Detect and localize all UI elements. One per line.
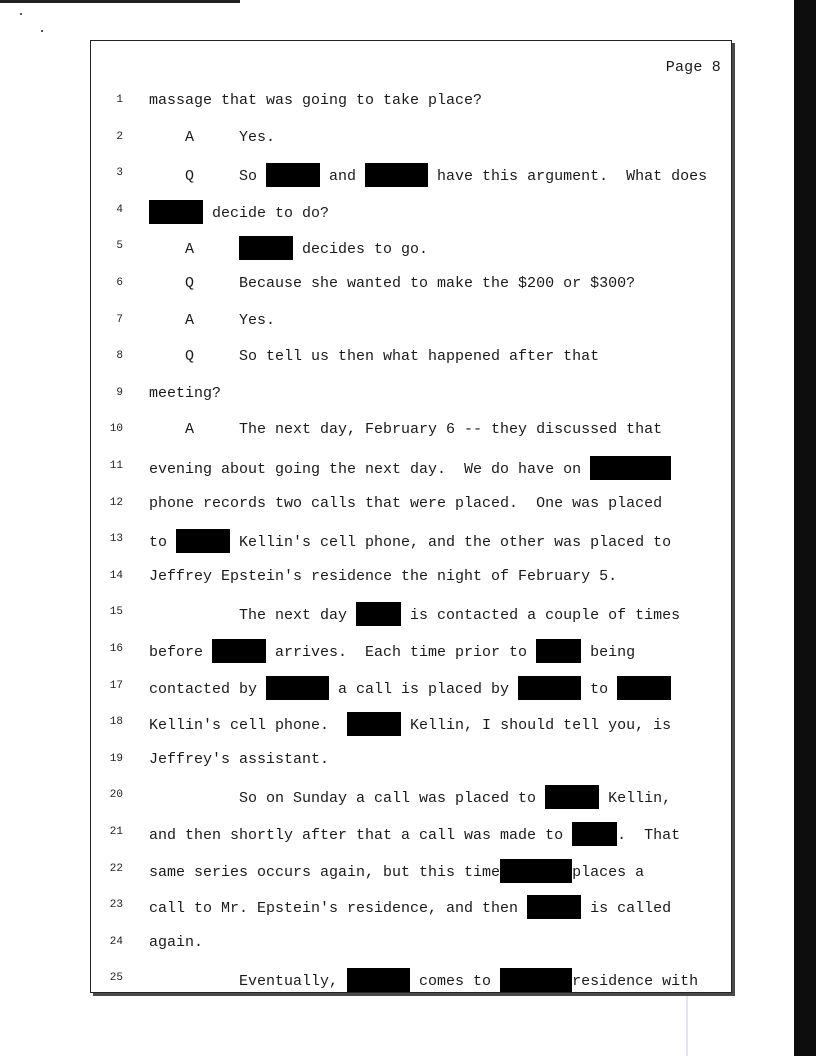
transcript-line — [91, 494, 731, 514]
text-segment: A The next day, February 6 -- they discussed that — [149, 421, 663, 439]
line-text — [149, 384, 221, 404]
line-text — [149, 457, 671, 481]
line-number: 25 — [109, 972, 123, 985]
line-text — [149, 494, 662, 514]
text-segment: call to Mr. Epstein's residence, and then — [149, 900, 528, 918]
transcript-line — [91, 347, 731, 367]
text-segment: So on Sunday a call was placed to — [149, 790, 546, 808]
line-number: 1 — [116, 94, 123, 106]
redaction-box — [356, 602, 401, 626]
text-segment: comes to — [410, 973, 501, 991]
text-segment: Eventually, — [149, 973, 348, 991]
text-segment: Kellin, I should tell you, is — [401, 717, 672, 735]
text-segment: and then shortly after that a call was made to — [149, 826, 573, 844]
line-text — [149, 603, 680, 627]
redaction-box — [266, 163, 320, 187]
text-segment: arrives. Each time prior to — [266, 643, 537, 661]
text-segment: Jeffrey's assistant. — [149, 750, 330, 768]
transcript-line — [91, 384, 731, 404]
text-segment: meeting? — [149, 384, 222, 402]
transcript-page — [90, 40, 732, 993]
line-text — [149, 237, 428, 261]
transcript-line — [91, 640, 731, 660]
line-text — [149, 201, 329, 225]
line-number: 13 — [109, 533, 123, 546]
line-number: 10 — [109, 423, 123, 436]
transcript-line — [91, 164, 731, 184]
line-number: 23 — [109, 899, 123, 912]
redaction-box — [518, 676, 581, 700]
page-number: Page 8 — [665, 59, 721, 76]
line-number: 11 — [109, 460, 123, 472]
transcript-line — [91, 750, 731, 770]
transcript-line — [91, 457, 731, 477]
transcript-line — [91, 567, 731, 587]
line-number: 6 — [116, 277, 123, 289]
transcript-line — [91, 713, 731, 733]
line-number: 14 — [109, 569, 123, 582]
redaction-box — [500, 968, 572, 992]
line-number: 5 — [116, 240, 123, 253]
text-segment: A — [149, 241, 240, 259]
transcript-line — [91, 969, 731, 989]
redaction-box — [176, 529, 230, 553]
line-text — [149, 640, 635, 664]
line-number: 22 — [109, 862, 123, 875]
text-segment: to — [149, 534, 177, 552]
text-segment: A Yes. — [149, 311, 276, 329]
line-number: 2 — [116, 130, 123, 143]
redaction-box — [149, 200, 203, 224]
text-segment: a call is placed by — [329, 680, 519, 698]
text-segment: Q So tell us then what happened after that — [149, 348, 600, 366]
line-number: 16 — [109, 643, 123, 655]
text-segment: phone records two calls that were placed. One was placed — [149, 494, 663, 512]
line-text — [149, 786, 671, 810]
text-segment: decide to do? — [203, 204, 330, 222]
text-segment: Q So — [149, 168, 267, 186]
line-text — [149, 347, 599, 367]
transcript-line — [91, 530, 731, 550]
transcript-line — [91, 201, 731, 221]
line-text — [149, 969, 698, 993]
redaction-box — [545, 785, 599, 809]
line-number: 7 — [116, 313, 123, 326]
transcript-line — [91, 677, 731, 697]
line-text — [149, 750, 329, 770]
line-text — [149, 896, 671, 920]
line-number: 4 — [116, 203, 123, 216]
line-text — [149, 164, 707, 188]
transcript-line — [91, 896, 731, 916]
line-number: 12 — [109, 496, 123, 509]
transcript-line — [91, 91, 731, 111]
text-segment: Kellin, — [599, 790, 672, 808]
redaction-box — [347, 712, 401, 736]
line-number: 20 — [109, 789, 123, 802]
redaction-box — [536, 639, 581, 663]
redaction-box — [347, 968, 410, 992]
text-segment: Q Because she wanted to make the $200 or $300? — [149, 275, 636, 292]
line-text — [149, 91, 482, 111]
text-segment: residence with — [572, 973, 699, 991]
text-segment: The next day — [149, 607, 357, 625]
text-segment: massage that was going to take place? — [149, 92, 483, 109]
text-segment: A Yes. — [149, 128, 276, 146]
transcript-line — [91, 786, 731, 806]
line-text — [149, 420, 662, 440]
redaction-box — [266, 676, 329, 700]
redaction-box — [500, 859, 572, 883]
transcript-line — [91, 274, 731, 294]
line-number: 21 — [109, 826, 123, 838]
line-text — [149, 713, 671, 737]
scan-speck — [41, 30, 43, 32]
redaction-box — [590, 456, 671, 480]
redaction-box — [617, 676, 671, 700]
line-number: 17 — [109, 679, 123, 692]
line-number: 8 — [116, 350, 123, 363]
line-number: 18 — [109, 716, 123, 729]
transcript-line — [91, 311, 731, 331]
line-text — [149, 860, 644, 884]
redaction-box — [239, 236, 293, 260]
redaction-box — [365, 163, 428, 187]
line-text — [149, 311, 275, 331]
text-segment: evening about going the next day. We do have on — [149, 460, 591, 478]
text-segment: places a — [572, 863, 645, 881]
scan-artifact-line — [0, 0, 240, 3]
transcript-line — [91, 933, 731, 953]
line-number: 24 — [109, 935, 123, 948]
redaction-box — [212, 639, 266, 663]
line-text — [149, 567, 617, 587]
scan-dark-edge — [794, 0, 816, 1056]
text-segment: again. — [149, 933, 204, 951]
text-segment: to — [581, 680, 618, 698]
line-number: 3 — [116, 167, 123, 180]
transcript-line — [91, 128, 731, 148]
line-number: 15 — [109, 606, 123, 619]
text-segment: decides to go. — [293, 241, 429, 259]
transcript-line — [91, 860, 731, 880]
text-segment: Kellin's cell phone. — [149, 717, 348, 735]
transcript-line — [91, 420, 731, 440]
line-text — [149, 128, 275, 148]
text-segment: is contacted a couple of times — [401, 607, 681, 625]
transcript-line — [91, 823, 731, 843]
redaction-box — [572, 822, 617, 846]
scan-speck — [20, 13, 22, 15]
text-segment: is called — [581, 900, 672, 918]
transcript-line — [91, 603, 731, 623]
text-segment: and — [320, 168, 366, 186]
text-segment: being — [581, 643, 636, 661]
line-text — [149, 530, 671, 554]
text-segment: Jeffrey Epstein's residence the night of February 5. — [149, 567, 618, 585]
text-segment: . That — [617, 826, 681, 844]
text-segment: same series occurs again, but this time — [149, 863, 501, 881]
text-segment: Kellin's cell phone, and the other was placed to — [230, 534, 672, 552]
line-text — [149, 823, 680, 847]
redaction-box — [527, 895, 581, 919]
line-text — [149, 274, 635, 294]
text-segment: before — [149, 643, 213, 661]
text-segment: contacted by — [149, 680, 267, 698]
line-text — [149, 933, 203, 953]
line-text — [149, 677, 671, 701]
text-segment: have this argument. What does — [428, 168, 708, 186]
transcript-line — [91, 237, 731, 257]
line-number: 9 — [116, 386, 123, 399]
line-number: 19 — [109, 752, 123, 765]
